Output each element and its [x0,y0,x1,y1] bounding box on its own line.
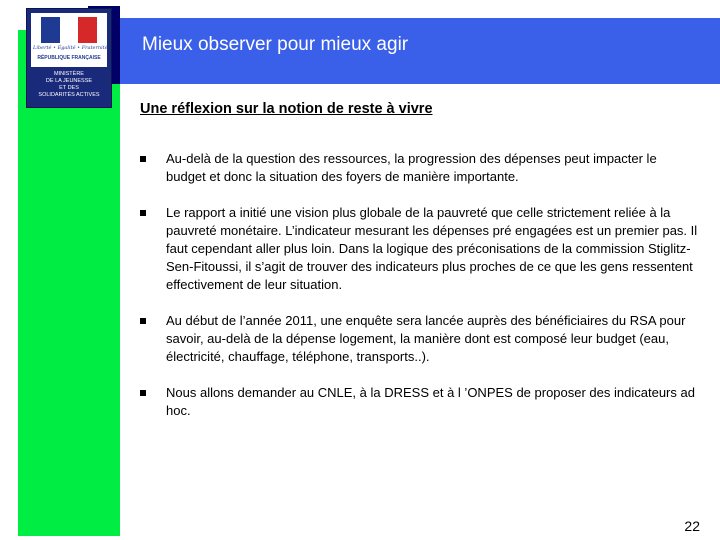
slide-title: Mieux observer pour mieux agir [142,34,409,55]
bullet-list [140,150,700,420]
logo-republic: RÉPUBLIQUE FRANÇAISE [37,55,101,61]
slide-subtitle: Une réflexion sur la notion de reste à vivre [140,101,433,117]
bullet-text: Nous allons demander au CNLE, à la DRESS et à l ’ONPES de proposer des indicateurs ad hoc. [166,385,695,418]
square-bullet-icon [140,156,146,162]
list-item [140,312,700,366]
logo-ministry-line: SOLIDARITÉS ACTIVES [38,92,100,98]
logo-ministry-line: MINISTÈRE [54,71,84,77]
bullet-text: Le rapport a initié une vision plus globale de la pauvreté que celle strictement reliée à la pauvreté monétaire. L’indicateur mesurant les dépenses pré engagées est un premier pas. Il faut cependant aller plus loin. Dans la logique des préconisations de la commission Stiglitz-Sen-Fitoussi, il s’agit de trouver des indicateurs plus proches de ce que les gens ressentent effectivement de leur situation. [166,205,698,292]
square-bullet-icon [140,210,146,216]
logo-motto: Liberté • Égalité • Fraternité [33,45,108,51]
page-number: 22 [684,518,700,534]
ministry-logo [26,8,112,108]
bullet-text: Au début de l’année 2011, une enquête sera lancée auprès des bénéficiaires du RSA pour savoir, au-delà de la dépense logement, la manière dont est composé leur budget (eau, électricité, chauffage, téléphone, transports..). [166,313,686,364]
logo-white-panel [31,13,107,67]
square-bullet-icon [140,390,146,396]
bullet-text: Au-delà de la question des ressources, la progression des dépenses peut impacter le budget et donc la situation des foyers de manière importante. [166,151,657,184]
logo-ministry-line: ET DES [59,85,79,91]
square-bullet-icon [140,318,146,324]
list-item [140,384,700,420]
list-item [140,150,700,186]
logo-ministry-line: DE LA JEUNESSE [45,78,93,84]
french-flag-icon [41,17,97,43]
logo-ministry [29,71,109,99]
list-item [140,204,700,294]
